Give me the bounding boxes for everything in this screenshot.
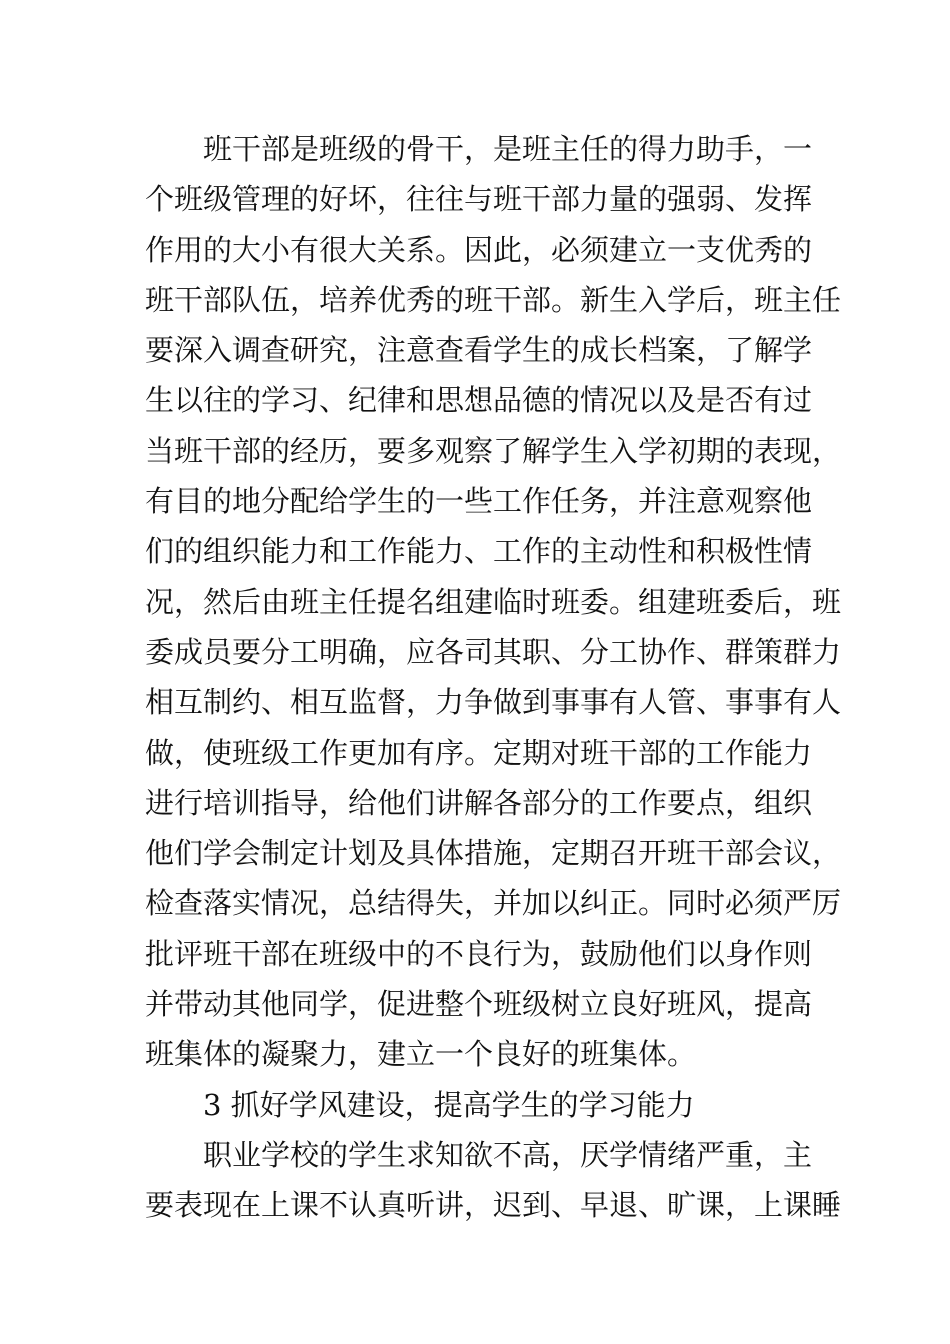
section-heading: 3 抓好学风建设，提高学生的学习能力 — [203, 1087, 695, 1122]
paragraph-line: 相互制约、相互监督，力争做到事事有人管、事事有人 — [145, 685, 842, 720]
paragraph-line: 当班干部的经历，要多观察了解学生入学初期的表现， — [145, 433, 842, 468]
paragraph-line: 班干部队伍，培养优秀的班干部。新生入学后，班主任 — [145, 282, 842, 317]
paragraph-line: 职业学校的学生求知欲不高，厌学情绪严重，主 — [203, 1137, 813, 1172]
paragraph-line: 况，然后由班主任提名组建临时班委。组建班委后，班 — [145, 584, 842, 619]
paragraph-line: 进行培训指导，给他们讲解各部分的工作要点，组织 — [145, 785, 813, 820]
paragraph-line: 们的组织能力和工作能力、工作的主动性和积极性情 — [145, 534, 813, 569]
paragraph-line: 并带动其他同学，促进整个班级树立良好班风，提高 — [145, 987, 813, 1022]
paragraph-line: 他们学会制定计划及具体措施，定期召开班干部会议， — [145, 836, 842, 871]
paragraph-line: 检查落实情况，总结得失，并加以纠正。同时必须严厉 — [145, 886, 842, 921]
paragraph-line: 作用的大小有很大关系。因此，必须建立一支优秀的 — [145, 232, 813, 267]
paragraph-line: 生以往的学习、纪律和思想品德的情况以及是否有过 — [145, 383, 813, 418]
paragraph-line: 个班级管理的好坏，往往与班干部力量的强弱、发挥 — [145, 182, 813, 217]
paragraph-line: 班集体的凝聚力，建立一个良好的班集体。 — [145, 1037, 697, 1072]
paragraph-line: 做，使班级工作更加有序。定期对班干部的工作能力 — [145, 735, 813, 770]
paragraph-line: 要表现在上课不认真听讲，迟到、早退、旷课，上课睡 — [145, 1188, 842, 1223]
paragraph-line: 班干部是班级的骨干，是班主任的得力助手，一 — [203, 132, 813, 166]
paragraph-line: 委成员要分工明确，应各司其职、分工协作、群策群力 — [145, 634, 842, 669]
body-text — [145, 124, 842, 1231]
paragraph-line: 批评班干部在班级中的不良行为，鼓励他们以身作则 — [145, 936, 813, 971]
paragraph-line: 要深入调查研究，注意查看学生的成长档案，了解学 — [145, 333, 813, 368]
paragraph-line: 有目的地分配给学生的一些工作任务，并注意观察他 — [145, 484, 813, 519]
